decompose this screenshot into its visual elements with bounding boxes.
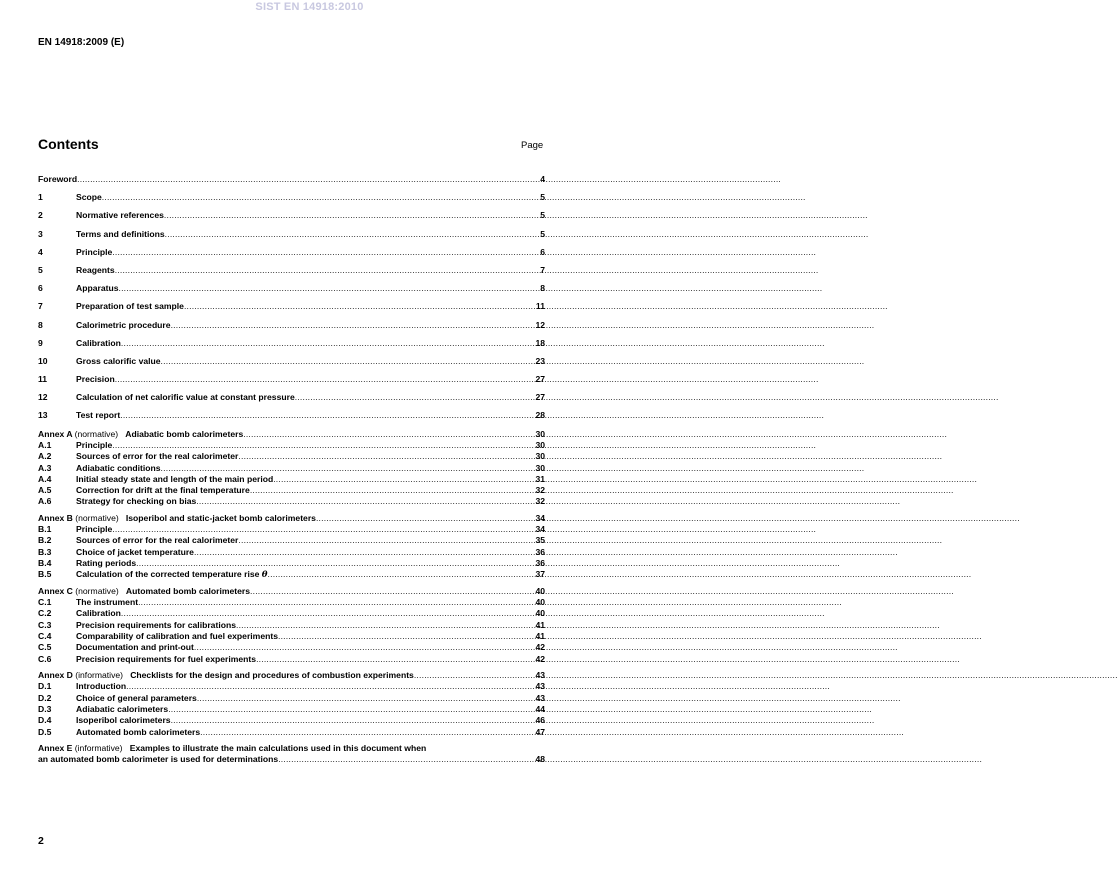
toc-entry-annex-item[interactable]: [38, 597, 545, 608]
toc-entry-page: 41: [535, 619, 545, 630]
toc-entry-annex-item[interactable]: [38, 474, 545, 485]
toc-entry-annex-item[interactable]: [38, 631, 545, 642]
toc-entry-title: Test report: [76, 410, 121, 421]
toc-entry-clause[interactable]: [38, 192, 545, 210]
annex-title: Automated bomb calorimeters: [125, 585, 251, 596]
toc-entry-page: 5: [540, 192, 545, 203]
toc-entry-number: A.4: [38, 473, 52, 484]
toc-entry-clause[interactable]: [38, 392, 545, 410]
leader-dots: [295, 392, 536, 402]
toc-entry-page: 31: [535, 473, 545, 484]
toc-entry-page: 41: [535, 631, 545, 642]
toc-entry-page: 34: [535, 512, 545, 523]
toc-entry-page: 32: [535, 485, 545, 496]
toc-entry-annex-item[interactable]: [38, 569, 545, 580]
toc-annex-heading[interactable]: [38, 513, 545, 524]
leader-dots: [161, 356, 536, 366]
leader-dots: [115, 374, 536, 384]
leader-dots: [165, 229, 541, 239]
toc-entry-number: 3: [38, 228, 43, 239]
page-number: 2: [38, 835, 44, 847]
leader-dots: [278, 754, 535, 764]
toc-entry-page: 8: [540, 283, 545, 294]
toc-entry-title: Reagents: [76, 264, 115, 275]
toc-entry-page: 42: [535, 653, 545, 664]
toc-entry-number: D.1: [38, 681, 52, 692]
leader-dots: [171, 320, 536, 330]
toc-entry-page: 30: [535, 428, 545, 439]
toc-entry-page: 30: [535, 451, 545, 462]
toc-entry-clause[interactable]: [38, 410, 545, 428]
leader-dots: [414, 670, 536, 680]
toc-entry-title: Correction for drift at the final temperature: [76, 485, 250, 496]
toc-entry-page: 40: [535, 608, 545, 619]
annex-label: Annex C: [38, 585, 73, 596]
toc-entry-title: Gross calorific value: [76, 355, 161, 366]
annex-title-continued: an automated bomb calorimeter is used for determinations: [38, 754, 279, 765]
annex-label: Annex D: [38, 670, 73, 681]
toc-entry-title: Normative references: [76, 210, 164, 221]
toc-entry-number: 8: [38, 319, 43, 330]
toc-entry-title: Calibration: [76, 337, 121, 348]
toc-entry-number: 10: [38, 355, 48, 366]
toc-entry-page: 43: [535, 681, 545, 692]
toc-entry-number: 5: [38, 264, 43, 275]
toc-entry-number: B.4: [38, 558, 52, 569]
toc-entry-title: Comparability of calibration and fuel experiments: [76, 631, 278, 642]
toc-annex-e-heading[interactable]: [38, 743, 545, 754]
toc-entry-page: 27: [535, 374, 545, 385]
annex-status: (normative): [75, 585, 119, 596]
toc-entry-number: D.4: [38, 715, 52, 726]
toc-entry-annex-item[interactable]: [38, 642, 545, 653]
toc-entry-page: 12: [535, 319, 545, 330]
annex-status: (informative): [75, 670, 124, 681]
toc-entry-clause[interactable]: [38, 301, 545, 319]
toc-entry-number: 13: [38, 410, 48, 421]
toc-entry-title: Precision: [76, 374, 115, 385]
leader-dots: [119, 283, 541, 293]
annex-label: Annex E: [38, 743, 73, 754]
toc-entry-number: B.5: [38, 569, 52, 580]
toc-entry-number: 9: [38, 337, 43, 348]
toc-entry-title: Terms and definitions: [76, 228, 165, 239]
toc-entry-title: Strategy for checking on bias: [76, 496, 197, 507]
toc-entry-number: 2: [38, 210, 43, 221]
toc-entry-number: B.2: [38, 535, 52, 546]
toc-entry-title: Documentation and print-out: [76, 642, 194, 653]
toc-entry-page: 23: [535, 355, 545, 366]
toc-annex-e-continuation[interactable]: [38, 754, 545, 765]
toc-entry-page: 37: [535, 569, 545, 580]
toc-entry-number: B.3: [38, 546, 52, 557]
toc-entry-page: 4: [540, 174, 545, 184]
toc-entry-annex-item[interactable]: [38, 440, 545, 451]
leader-dots: [238, 535, 535, 545]
annex-title: Isoperibol and static-jacket bomb calorimeters: [125, 512, 316, 523]
toc-entry-foreword[interactable]: [38, 174, 545, 192]
toc-entry-title: Isoperibol calorimeters: [76, 715, 171, 726]
toc-entry-title: Precision requirements for fuel experiments: [76, 653, 257, 664]
leader-dots: [184, 301, 536, 311]
toc-entry-annex-item[interactable]: [38, 558, 545, 569]
leader-dots: [112, 247, 540, 257]
toc-entry-title: Calorimetric procedure: [76, 319, 171, 330]
toc-entry-number: 1: [38, 192, 43, 203]
leader-dots: [238, 451, 535, 461]
toc-entry-page: 32: [535, 496, 545, 507]
toc-entry-annex-item[interactable]: [38, 496, 545, 507]
toc-entry-number: C.3: [38, 619, 52, 630]
toc-entry-title: Choice of general parameters: [76, 692, 197, 703]
leader-dots: [236, 620, 535, 630]
toc-entry-number: C.1: [38, 597, 52, 608]
leader-dots: [278, 631, 535, 641]
toc-entry-title: Preparation of test sample: [76, 301, 184, 312]
toc-entry-number: D.3: [38, 704, 52, 715]
toc-entry-title: Initial steady state and length of the main period: [76, 473, 274, 484]
toc-entry-title: Calculation of net calorific value at constant pressure: [76, 392, 295, 403]
toc-entry-page: 46: [535, 715, 545, 726]
toc-entry-page: 34: [535, 524, 545, 535]
toc-entry-page: 44: [535, 704, 545, 715]
toc-entry-number: 11: [38, 374, 48, 385]
toc-entry-annex-item[interactable]: [38, 451, 545, 462]
leader-dots: [112, 524, 535, 534]
toc-entry-clause[interactable]: [38, 210, 545, 228]
toc-entry-title: Calculation of the corrected temperature rise: [76, 569, 260, 580]
toc-entry-page: 43: [535, 692, 545, 703]
toc-entry-title: Precision requirements for calibrations: [76, 619, 236, 630]
toc-entry-number: C.6: [38, 653, 52, 664]
toc-entry-title: Apparatus: [76, 283, 119, 294]
leader-dots: [168, 704, 535, 714]
annex-title: Checklists for the design and procedures of combustion experiments: [130, 670, 414, 681]
toc-entry-annex-item[interactable]: [38, 727, 545, 738]
theta-symbol: θ: [261, 570, 268, 581]
toc-entry-title: Introduction: [76, 681, 127, 692]
annex-title: Adiabatic bomb calorimeters: [125, 428, 244, 439]
toc-entry-clause[interactable]: [38, 320, 545, 338]
toc-annex-heading[interactable]: [38, 586, 545, 597]
toc-entry-clause[interactable]: [38, 283, 545, 301]
toc-entry-title: Principle: [76, 246, 113, 257]
annex-title: Examples to illustrate the main calculations used in this document when: [129, 743, 427, 754]
toc-entry-annex-item[interactable]: [38, 654, 545, 665]
toc-entry-annex-item[interactable]: [38, 693, 545, 704]
toc-entry-page: 40: [535, 585, 545, 596]
toc-entry-title: Automated bomb calorimeters: [76, 726, 201, 737]
toc-entry-title: Foreword: [38, 174, 78, 184]
toc-entry-title: Sources of error for the real calorimeter: [76, 535, 239, 546]
toc-entry-number: 4: [38, 246, 43, 257]
leader-dots: [120, 410, 535, 420]
leader-dots: [316, 513, 535, 523]
toc-entry-annex-item[interactable]: [38, 463, 545, 474]
toc-entry-clause[interactable]: [38, 356, 545, 374]
leader-dots: [161, 463, 536, 473]
toc-entry-page: 36: [535, 558, 545, 569]
toc-entry-annex-item[interactable]: [38, 715, 545, 726]
toc-entry-clause[interactable]: [38, 338, 545, 356]
toc-entry-page: 5: [540, 210, 545, 221]
toc-entry-annex-item[interactable]: [38, 608, 545, 619]
toc-entry-page: 18: [535, 337, 545, 348]
toc-entry-number: D.5: [38, 726, 52, 737]
annex-status: (informative): [74, 743, 123, 754]
toc-entry-annex-item[interactable]: [38, 524, 545, 535]
toc-entry-page: 43: [535, 670, 545, 681]
leader-dots: [121, 608, 536, 618]
leader-dots: [77, 174, 540, 184]
toc-entry-title: Adiabatic conditions: [76, 462, 161, 473]
toc-entry-page: 28: [535, 410, 545, 421]
toc-entry-annex-item[interactable]: [38, 547, 545, 558]
toc-entry-number: C.2: [38, 608, 52, 619]
toc-entry-clause[interactable]: [38, 229, 545, 247]
leader-dots: [112, 440, 535, 450]
toc-entry-annex-item[interactable]: [38, 485, 545, 496]
leader-dots: [197, 693, 536, 703]
toc-entry-clause[interactable]: [38, 374, 545, 392]
toc-entry-number: 7: [38, 301, 43, 312]
leader-dots: [250, 586, 535, 596]
toc-entry-page: 5: [540, 228, 545, 239]
toc-entry-page: 35: [535, 535, 545, 546]
annex-status: (normative): [75, 512, 119, 523]
leader-dots: [194, 547, 535, 557]
leader-dots: [136, 558, 535, 568]
toc-entry-page: 42: [535, 642, 545, 653]
leader-dots: [250, 485, 536, 495]
toc-entry-number: A.5: [38, 485, 52, 496]
toc-entry-number: A.6: [38, 496, 52, 507]
toc-entry-number: C.4: [38, 631, 52, 642]
toc-entry-title: Principle: [76, 524, 113, 535]
toc-entry-number: D.2: [38, 692, 52, 703]
toc-entry-title: Sources of error for the real calorimeter: [76, 451, 239, 462]
watermark: SIST EN 14918:2010: [255, 1, 364, 13]
toc-entry-annex-item[interactable]: [38, 704, 545, 715]
toc-entry-number: C.5: [38, 642, 52, 653]
toc-entry-page: 30: [535, 439, 545, 450]
leader-dots: [121, 338, 536, 348]
toc-entry-page: 36: [535, 546, 545, 557]
toc-entry-annex-item[interactable]: [38, 535, 545, 546]
toc-entry-title: Adiabatic calorimeters: [76, 704, 169, 715]
toc-entry-page: 48: [535, 754, 545, 765]
toc-entry-number: 12: [38, 392, 48, 403]
toc-entry-page: 11: [535, 301, 545, 312]
leader-dots: [273, 474, 535, 484]
toc-entry-page: 6: [540, 246, 545, 257]
toc-entry-page: 27: [535, 392, 545, 403]
page-title: Contents: [38, 136, 99, 152]
toc-entry-clause[interactable]: [38, 247, 545, 265]
toc-entry-annex-item[interactable]: [38, 620, 545, 631]
document-id: EN 14918:2009 (E): [38, 37, 125, 48]
annex-status: (normative): [74, 428, 119, 439]
leader-dots: [243, 429, 535, 439]
leader-dots: [138, 597, 535, 607]
annex-label: Annex A: [38, 428, 73, 439]
leader-dots: [256, 654, 535, 664]
leader-dots: [115, 265, 541, 275]
leader-dots: [171, 715, 536, 725]
toc-entry-page: 7: [540, 264, 545, 275]
toc-entry-page: 47: [535, 726, 545, 737]
leader-dots: [102, 192, 540, 202]
toc-entry-number: 6: [38, 283, 43, 294]
toc-entry-clause[interactable]: [38, 265, 545, 283]
toc-entry-page: 40: [535, 597, 545, 608]
annex-label: Annex B: [38, 512, 73, 523]
toc-entry-title: The instrument: [76, 597, 139, 608]
toc-annex-heading[interactable]: [38, 429, 545, 440]
toc-entry-number: A.1: [38, 439, 52, 450]
leader-dots: [200, 727, 535, 737]
toc-entry-number: B.1: [38, 524, 52, 535]
leader-dots: [164, 210, 540, 220]
leader-dots: [194, 642, 536, 652]
page-column-label: Page: [521, 140, 544, 151]
table-of-contents: [38, 174, 545, 766]
toc-entry-title: Calibration: [76, 608, 121, 619]
toc-entry-page: 30: [535, 462, 545, 473]
leader-dots: [196, 496, 535, 506]
toc-annex-heading[interactable]: [38, 670, 545, 681]
toc-entry-title: Scope: [76, 192, 102, 203]
toc-entry-number: A.3: [38, 462, 52, 473]
leader-dots: [268, 569, 536, 579]
toc-entry-title: Rating periods: [76, 558, 137, 569]
toc-entry-annex-item[interactable]: [38, 681, 545, 692]
leader-dots: [126, 681, 535, 691]
toc-entry-title: Principle: [76, 439, 113, 450]
toc-entry-title: Choice of jacket temperature: [76, 546, 194, 557]
toc-entry-number: A.2: [38, 451, 52, 462]
